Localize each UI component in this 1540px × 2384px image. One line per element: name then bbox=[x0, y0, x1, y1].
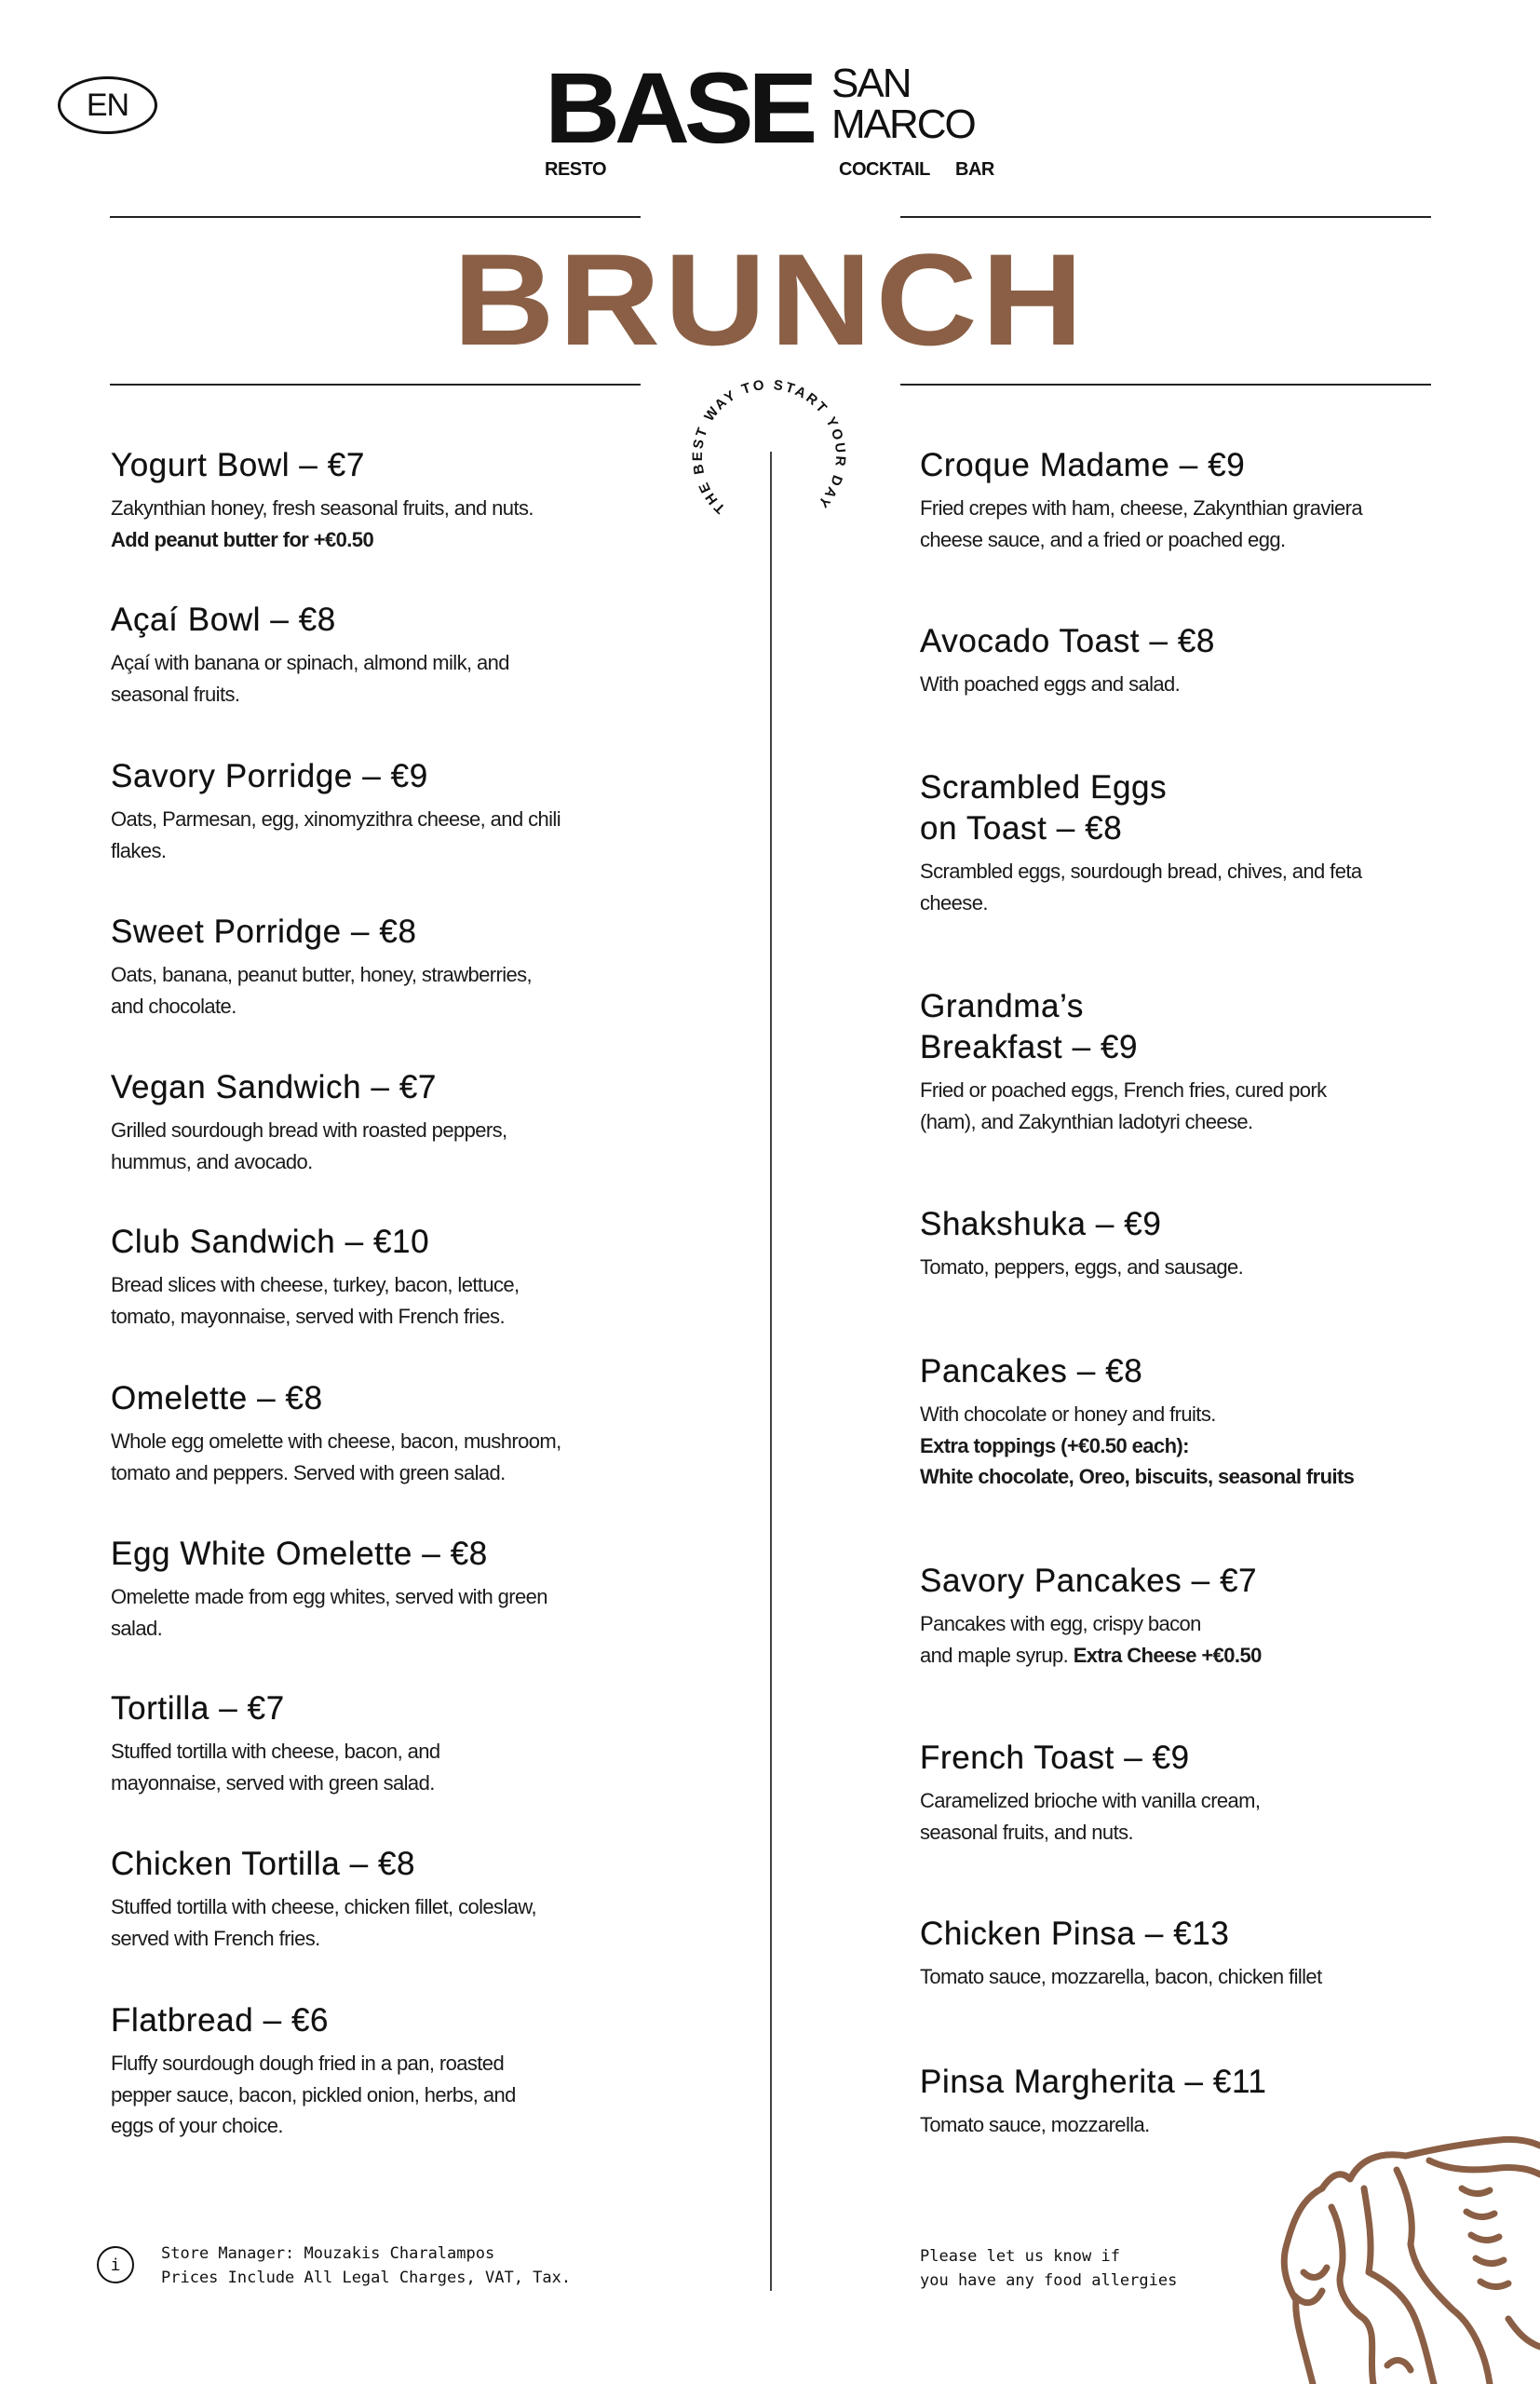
menu-item-title bbox=[920, 1351, 1354, 1392]
menu-item-title bbox=[920, 621, 1215, 662]
menu-item bbox=[920, 445, 1362, 555]
menu-item-description bbox=[920, 493, 1362, 555]
menu-item-title-line: Club Sandwich – €10 bbox=[111, 1224, 430, 1260]
description-text: Fried crepes with ham, cheese, Zakynthian graviera bbox=[920, 496, 1363, 520]
description-text: seasonal fruits, and nuts. bbox=[920, 1820, 1133, 1844]
description-text: Tomato sauce, mozzarella. bbox=[920, 2113, 1150, 2136]
menu-item bbox=[920, 986, 1326, 1137]
logo-resto: RESTO bbox=[545, 159, 607, 180]
menu-item bbox=[111, 1222, 520, 1332]
description-text: Oats, banana, peanut butter, honey, strawberries, bbox=[111, 963, 533, 986]
menu-item-title-line: Scrambled Eggs bbox=[920, 769, 1168, 806]
menu-item-title bbox=[111, 1222, 520, 1263]
description-line bbox=[111, 835, 561, 867]
menu-item-description bbox=[111, 2048, 516, 2142]
menu-item-title-line: Yogurt Bowl – €7 bbox=[111, 447, 365, 483]
logo-main: BASE bbox=[545, 51, 813, 164]
description-line bbox=[920, 1430, 1354, 1462]
description-text: hummus, and avocado. bbox=[111, 1149, 313, 1173]
description-text: Scrambled eggs, sourdough bread, chives, and feta bbox=[920, 860, 1362, 883]
description-text: Grilled sourdough bread with roasted peppers, bbox=[111, 1118, 507, 1142]
menu-item bbox=[111, 445, 534, 555]
description-text: mayonnaise, served with green salad. bbox=[111, 1770, 435, 1795]
menu-item bbox=[111, 600, 509, 710]
logo-bar: BAR bbox=[955, 159, 994, 180]
logo-cocktail: COCKTAIL bbox=[839, 159, 930, 180]
menu-item-title-line: Pancakes – €8 bbox=[920, 1353, 1143, 1389]
description-line bbox=[111, 1269, 520, 1301]
description-line bbox=[111, 1736, 440, 1768]
menu-item-title bbox=[111, 1534, 547, 1575]
description-line bbox=[920, 1106, 1326, 1138]
description-text: Stuffed tortilla with cheese, chicken fillet, coleslaw, bbox=[111, 1895, 536, 1918]
description-line bbox=[111, 991, 532, 1023]
menu-item-description bbox=[111, 1269, 520, 1332]
description-line bbox=[111, 1768, 440, 1799]
divider-top-right bbox=[900, 216, 1431, 218]
menu-item bbox=[111, 756, 561, 866]
menu-item-title bbox=[111, 445, 534, 486]
menu-item-title bbox=[111, 1378, 561, 1419]
description-text: cheese sauce, and a fried or poached egg. bbox=[920, 527, 1286, 551]
description-text: and maple syrup. bbox=[920, 1643, 1074, 1667]
description-line bbox=[920, 887, 1361, 919]
description-line bbox=[111, 1613, 547, 1645]
menu-item-description bbox=[111, 493, 534, 555]
description-line bbox=[920, 493, 1362, 524]
description-text: Oats, Parmesan, egg, xinomyzithra cheese, and chili bbox=[111, 807, 561, 831]
description-line bbox=[920, 1075, 1326, 1106]
menu-item-title-line: Egg White Omelette – €8 bbox=[111, 1536, 488, 1572]
description-text: seasonal fruits. bbox=[111, 682, 240, 706]
description-line bbox=[920, 524, 1362, 556]
menu-item-title bbox=[111, 756, 561, 797]
description-text: With chocolate or honey and fruits. bbox=[920, 1402, 1216, 1426]
description-extra-text: White chocolate, Oreo, biscuits, seasonal fruits bbox=[920, 1465, 1355, 1488]
description-text: Fried or poached eggs, French fries, cured pork bbox=[920, 1078, 1327, 1102]
menu-item bbox=[111, 1378, 561, 1488]
description-text: pepper sauce, bacon, pickled onion, herbs, and bbox=[111, 2082, 516, 2106]
menu-item-title-line: Tortilla – €7 bbox=[111, 1690, 285, 1727]
description-line bbox=[111, 1301, 520, 1333]
menu-item bbox=[111, 1067, 507, 1177]
description-line bbox=[111, 1923, 536, 1955]
description-line bbox=[111, 2110, 516, 2142]
divider-top-left bbox=[110, 216, 641, 218]
description-line bbox=[111, 1426, 561, 1457]
menu-item-title-line: Vegan Sandwich – €7 bbox=[111, 1069, 438, 1105]
description-line bbox=[111, 493, 534, 524]
menu-item-title bbox=[920, 1561, 1262, 1602]
menu-item-title bbox=[920, 2062, 1266, 2103]
description-line bbox=[111, 2079, 516, 2111]
menu-item-title bbox=[111, 600, 509, 641]
description-line bbox=[920, 856, 1361, 887]
menu-item-title bbox=[111, 912, 532, 953]
menu-item-description bbox=[920, 1785, 1260, 1848]
menu-item bbox=[920, 2062, 1266, 2141]
menu-item bbox=[920, 767, 1361, 918]
menu-item-title bbox=[111, 1688, 440, 1729]
menu-item-title-line: Chicken Pinsa – €13 bbox=[920, 1916, 1230, 1952]
menu-item-title bbox=[920, 986, 1326, 1068]
prices-note: Prices Include All Legal Charges, VAT, Tax. bbox=[161, 2269, 572, 2287]
divider-bottom-left bbox=[110, 384, 641, 386]
menu-item-title bbox=[920, 767, 1361, 849]
menu-item-title bbox=[111, 2000, 516, 2041]
description-text: served with French fries. bbox=[111, 1926, 320, 1950]
menu-item-title-line: Omelette – €8 bbox=[111, 1380, 323, 1416]
description-line bbox=[111, 524, 534, 556]
menu-item-title bbox=[111, 1067, 507, 1108]
menu-item-description bbox=[920, 1961, 1322, 1993]
description-text: (ham), and Zakynthian ladotyri cheese. bbox=[920, 1109, 1253, 1133]
menu-item bbox=[920, 1204, 1243, 1283]
description-extra-text: Extra Cheese +€0.50 bbox=[1073, 1643, 1262, 1667]
menu-item-title-line: Flatbread – €6 bbox=[111, 2002, 330, 2039]
menu-item-description bbox=[920, 856, 1361, 918]
menu-item-description bbox=[111, 804, 561, 866]
allergy-note-line2: you have any food allergies bbox=[920, 2271, 1178, 2290]
menu-item-description bbox=[111, 1581, 547, 1644]
info-icon-glyph: i bbox=[110, 2255, 121, 2275]
description-text: tomato and peppers. Served with green salad. bbox=[111, 1460, 506, 1484]
description-line bbox=[920, 1399, 1354, 1430]
menu-item-title-line: Açaí Bowl – €8 bbox=[111, 602, 336, 638]
menu-item-title-line: French Toast – €9 bbox=[920, 1740, 1190, 1776]
description-line bbox=[111, 2048, 516, 2079]
info-icon bbox=[97, 2246, 134, 2283]
tagline: THE BEST WAY TO START YOUR DAY bbox=[689, 376, 849, 517]
menu-item bbox=[920, 1561, 1262, 1671]
description-line bbox=[111, 804, 561, 835]
description-extra-text: Add peanut butter for +€0.50 bbox=[111, 527, 374, 551]
lion-illustration-icon bbox=[1276, 2133, 1540, 2384]
menu-item bbox=[920, 621, 1215, 700]
menu-item-title-line: Breakfast – €9 bbox=[920, 1029, 1139, 1065]
description-text: Whole egg omelette with cheese, bacon, mushroom, bbox=[111, 1429, 561, 1453]
description-text: cheese. bbox=[920, 890, 988, 914]
description-line bbox=[111, 1581, 547, 1613]
logo-line1: SAN bbox=[831, 61, 911, 106]
description-text: Bread slices with cheese, turkey, bacon, lettuce, bbox=[111, 1273, 520, 1296]
description-line bbox=[920, 1640, 1262, 1672]
description-text: Tomato, peppers, eggs, and sausage. bbox=[920, 1255, 1244, 1279]
menu-item-title bbox=[920, 1204, 1243, 1245]
tagline-arc bbox=[676, 363, 862, 549]
description-line bbox=[111, 1457, 561, 1489]
description-line bbox=[920, 1252, 1243, 1283]
menu-item-title-line: Sweet Porridge – €8 bbox=[111, 914, 417, 950]
language-label: EN bbox=[86, 87, 129, 123]
menu-item-description bbox=[920, 1608, 1262, 1671]
description-line bbox=[920, 1961, 1322, 1993]
menu-item-title bbox=[920, 1914, 1322, 1955]
menu-item bbox=[111, 2000, 516, 2142]
menu-item bbox=[920, 1351, 1354, 1493]
description-line bbox=[920, 669, 1215, 700]
description-text: Pancakes with egg, crispy bacon bbox=[920, 1612, 1201, 1635]
description-line bbox=[111, 959, 532, 991]
menu-item-description bbox=[920, 669, 1215, 700]
menu-item-title bbox=[920, 1738, 1260, 1779]
description-text: flakes. bbox=[111, 838, 167, 862]
menu-item-title-line: Chicken Tortilla – €8 bbox=[111, 1846, 416, 1882]
divider-bottom-right bbox=[900, 384, 1431, 386]
menu-item bbox=[920, 1914, 1322, 1993]
menu-item bbox=[111, 1688, 440, 1798]
menu-item bbox=[920, 1738, 1260, 1848]
description-text: Zakynthian honey, fresh seasonal fruits, and nuts. bbox=[111, 496, 534, 520]
logo-line2: MARCO bbox=[831, 102, 975, 147]
description-line bbox=[920, 1785, 1260, 1817]
description-text: Caramelized brioche with vanilla cream, bbox=[920, 1789, 1261, 1812]
description-text: salad. bbox=[111, 1616, 163, 1640]
description-line bbox=[111, 1891, 536, 1923]
allergy-note-line1: Please let us know if bbox=[920, 2247, 1120, 2266]
description-text: Açaí with banana or spinach, almond milk, and bbox=[111, 651, 509, 674]
description-line bbox=[920, 2109, 1266, 2141]
menu-item bbox=[111, 912, 532, 1022]
description-text: Fluffy sourdough dough fried in a pan, roasted bbox=[111, 2052, 505, 2075]
description-line bbox=[920, 1461, 1354, 1493]
page-title: BRUNCH bbox=[453, 226, 1087, 372]
menu-item-description bbox=[920, 1252, 1243, 1283]
menu-item-description bbox=[111, 1426, 561, 1488]
description-line bbox=[920, 1608, 1262, 1640]
menu-item-description bbox=[920, 1075, 1326, 1137]
menu-item-title-line: Grandma’s bbox=[920, 988, 1084, 1024]
description-text: eggs of your choice. bbox=[111, 2114, 283, 2137]
menu-item-description bbox=[111, 1736, 440, 1798]
menu-item-description bbox=[111, 1891, 536, 1954]
menu-item-title-line: Shakshuka – €9 bbox=[920, 1206, 1162, 1242]
store-manager-text: Store Manager: Mouzakis Charalampos bbox=[161, 2244, 495, 2263]
menu-item bbox=[111, 1844, 536, 1954]
description-text: and chocolate. bbox=[111, 994, 236, 1018]
description-line bbox=[111, 1146, 507, 1178]
column-divider bbox=[770, 452, 772, 2291]
language-badge[interactable] bbox=[58, 76, 157, 134]
description-line bbox=[111, 647, 509, 679]
description-text: Tomato sauce, mozzarella, bacon, chicken fillet bbox=[920, 1965, 1322, 1988]
menu-item-title-line: Savory Pancakes – €7 bbox=[920, 1563, 1258, 1599]
description-text: Stuffed tortilla with cheese, bacon, and bbox=[111, 1740, 440, 1763]
description-text: Omelette made from egg whites, served with green bbox=[111, 1585, 547, 1608]
description-line bbox=[920, 1817, 1260, 1849]
menu-item-title-line: Savory Porridge – €9 bbox=[111, 758, 428, 794]
menu-item-description bbox=[920, 1399, 1354, 1493]
menu-item-title bbox=[111, 1844, 536, 1885]
logo bbox=[545, 51, 1001, 186]
menu-item-title-line: on Toast – €8 bbox=[920, 810, 1123, 847]
menu-item-title-line: Avocado Toast – €8 bbox=[920, 623, 1215, 659]
menu-item-description bbox=[920, 2109, 1266, 2141]
description-text: tomato, mayonnaise, served with French fries. bbox=[111, 1304, 505, 1328]
description-line bbox=[111, 1115, 507, 1146]
menu-item-title-line: Pinsa Margherita – €11 bbox=[920, 2064, 1267, 2100]
description-extra-text: Extra toppings (+€0.50 each): bbox=[920, 1433, 1189, 1457]
menu-item-description bbox=[111, 1115, 507, 1177]
menu-item-description bbox=[111, 959, 532, 1022]
description-line bbox=[111, 679, 509, 711]
menu-item-title-line: Croque Madame – €9 bbox=[920, 447, 1246, 483]
description-text: With poached eggs and salad. bbox=[920, 672, 1181, 696]
menu-item-description bbox=[111, 647, 509, 710]
menu-item-title bbox=[920, 445, 1362, 486]
menu-item bbox=[111, 1534, 547, 1644]
